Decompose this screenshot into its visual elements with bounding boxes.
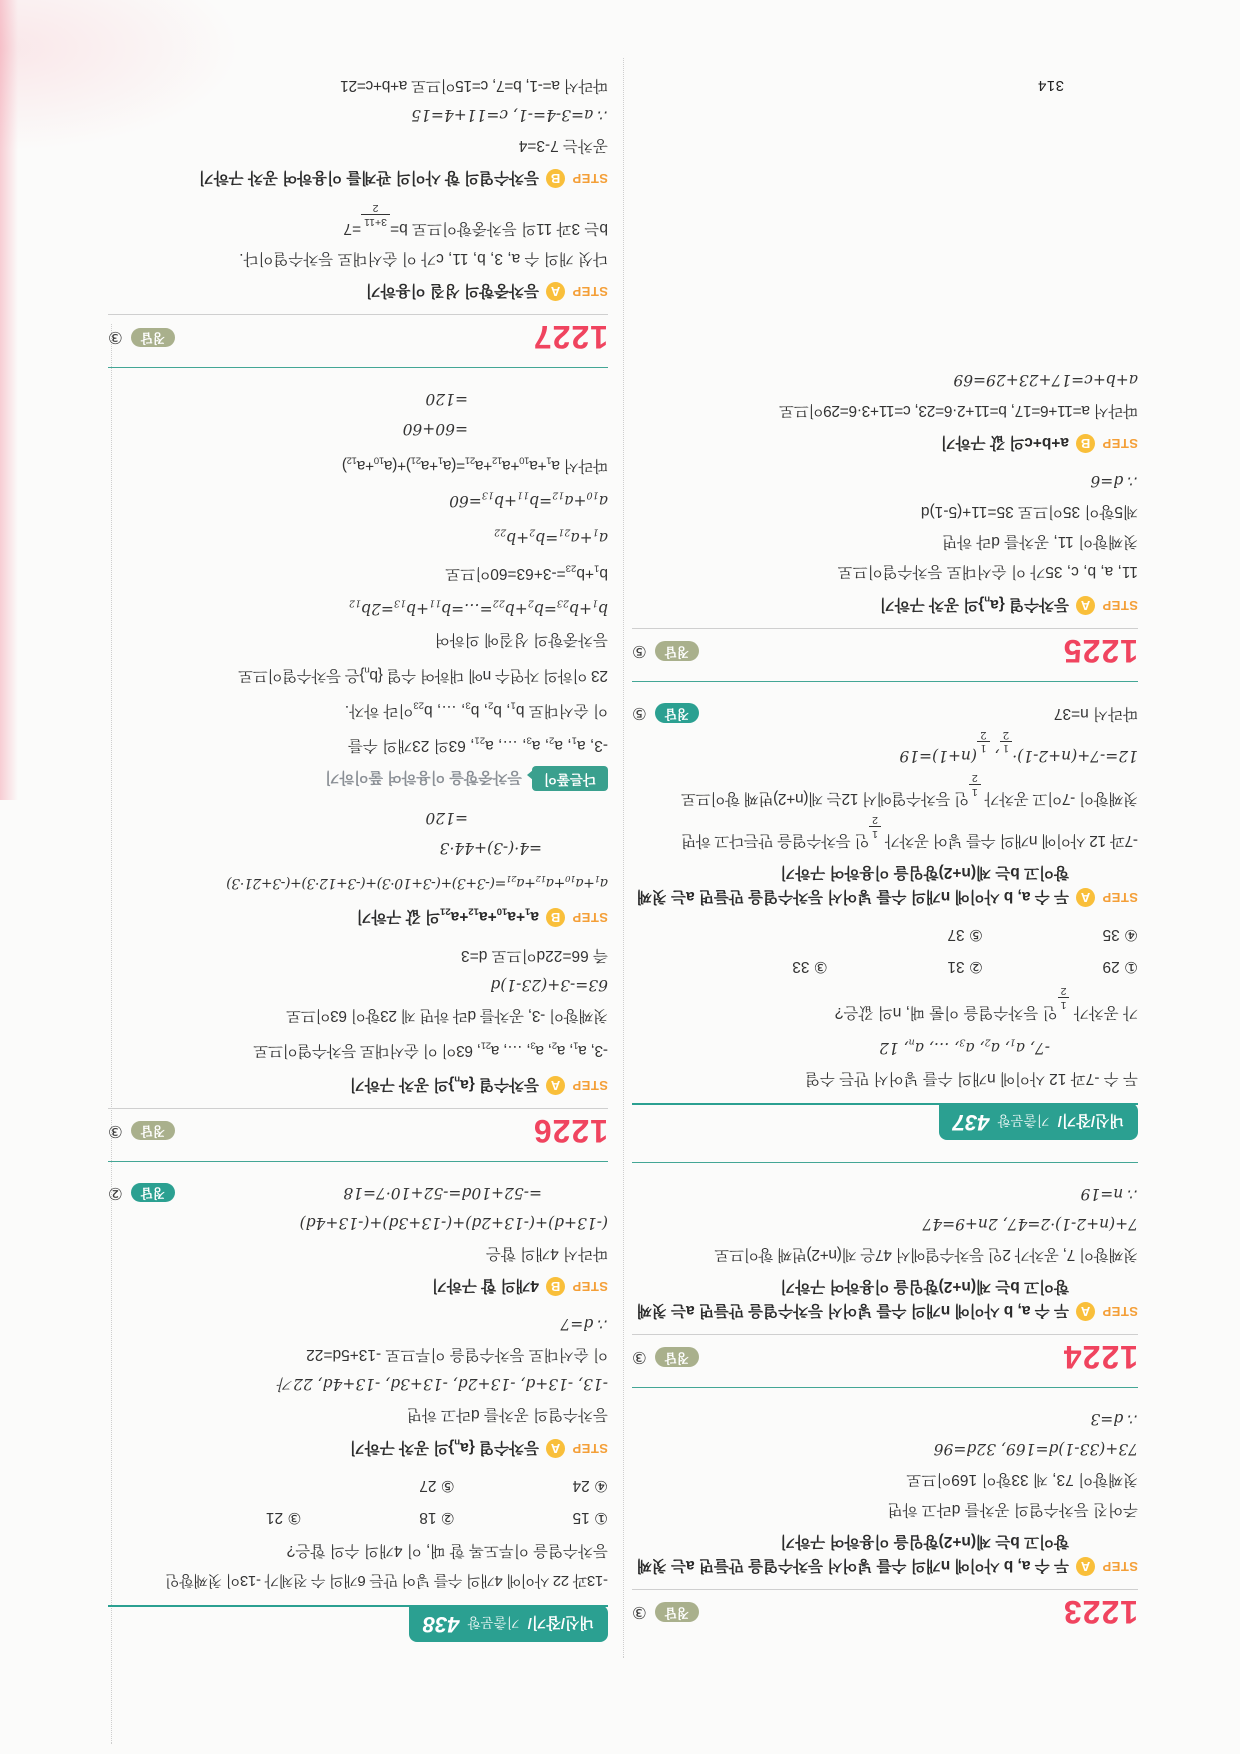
solution-line: 따라서 4개의 합은 (485, 1244, 608, 1262)
solution-line: 다섯 개의 수 a, 3, b, 11, c가 이 순서대로 등차수열이다. (239, 250, 608, 268)
solution-line: ∴ n=19 (1080, 1184, 1138, 1203)
solution-line: 첫째항이 -3, 공차를 d라 하면 제 23항이 63이므로 (286, 1007, 608, 1025)
solution-line: 따라서 $a_1+a_{10}+a_{12}+a_{21}=(a_1+a_{21})+(a_{10}+a_{12})$ (342, 454, 608, 474)
solution-line: -7과 12 사이에 n개의 수를 넣어 공차가 1 2 인 등차수열을 만든다고 하면 (681, 813, 1138, 850)
choice-list (148, 1471, 608, 1531)
problem-header (108, 319, 608, 356)
step-label: STEP (572, 1278, 608, 1294)
step-letter-icon: A (1076, 596, 1095, 615)
answer-choice-number: ⑤ (632, 642, 647, 661)
step-a-row (632, 1274, 1138, 1322)
block-divider (108, 367, 608, 368)
solution-line: 따라서 a=11+6=17, b=11+2·6=23, c=11+3·6=29이므로 (779, 401, 1138, 419)
solution-line: 첫째항이 73, 제 33항이 169이므로 (906, 1470, 1138, 1488)
answer-pill: 정답 (655, 703, 699, 723)
solution-line: 63=-3+(23-1)d (490, 976, 608, 995)
fraction: 1 2 (977, 728, 990, 754)
solution-line: -13, -13+d, -13+2d, -13+3d, -13+4d, 22가 (278, 1374, 608, 1393)
answer-badge (632, 703, 699, 723)
step-label: STEP (572, 284, 608, 300)
answer-badge (108, 327, 175, 347)
solution-line: 따라서 n=37 (1053, 705, 1138, 723)
fraction: 1 2 (869, 813, 881, 839)
solution-line: 이 순서대로 $b_1$, $b_2$, $b_3$, …, $b_{23}$이라 하자. (344, 699, 608, 719)
solution-line: 주어진 등차수열의 공차를 d라고 하면 (887, 1500, 1138, 1518)
exam-tag-subtext: 기출문항 (467, 1615, 520, 1630)
solution-line: b는 3과 11의 등차중항이므로 b= 3+11 2 =7 (343, 202, 608, 238)
column-right (108, 70, 608, 1642)
solution-line: ∴ d=7 (560, 1314, 608, 1333)
answer-choice-number: ③ (632, 1347, 647, 1366)
solution-end-row (108, 1178, 608, 1208)
answer-badge (108, 1121, 175, 1141)
step-a-row (632, 1529, 1138, 1577)
solution-line: 즉 66=22d이므로 d=3 (461, 947, 608, 965)
solution-line: 제5항이 35이므로 35=11+(5-1)d (920, 502, 1138, 520)
exam-problem-tag (409, 1605, 608, 1642)
step-label: STEP (572, 1077, 608, 1093)
answer-pill: 정답 (655, 1602, 699, 1622)
solution-line: ∴ d=6 (1090, 471, 1138, 490)
solution-line: $a_1+a_{10}+a_{12}+a_{21}=(-3+3)+(-3+10\cdot 3)+(-3+12\cdot 3)+(-3+21\cdot 3)$ (226, 872, 608, 891)
choice-item: ③ 21 (265, 1509, 302, 1526)
answer-badge (108, 1183, 175, 1203)
solution-line: (-13+d)+(-13+2d)+(-13+3d)+(-13+4d) (299, 1213, 608, 1232)
answer-pill: 정답 (655, 1347, 699, 1367)
solution-line: $b_1+b_{23}=-3+63=60$이므로 (445, 562, 608, 582)
step-letter-icon: A (1076, 888, 1095, 907)
step-a-row (632, 860, 1138, 908)
exam-problem-tag (939, 1103, 1138, 1140)
fraction: 1 2 (1000, 728, 1013, 754)
header-rule (632, 1334, 1138, 1335)
step-letter-icon: A (546, 1076, 565, 1095)
step-label: STEP (572, 171, 608, 187)
solution-line: 73+(33-1)d=169, 32d=96 (933, 1439, 1138, 1458)
problem-block-1224 (632, 1179, 1138, 1373)
problem-number: 1227 (532, 319, 608, 356)
answer-choice-number: ③ (632, 1603, 647, 1621)
solution-line: $a_{10}+a_{12}=b_{11}+b_{13}=60$ (449, 489, 608, 511)
step-a-row (632, 591, 1138, 616)
step-label: STEP (572, 910, 608, 926)
step-title: 4개의 합 구하기 (431, 1276, 540, 1294)
step-label: STEP (1102, 598, 1138, 614)
step-label: STEP (1102, 435, 1138, 451)
block-divider (632, 1387, 1138, 1388)
choice-item: ③ 33 (792, 958, 828, 976)
choice-item: ④ 24 (572, 1477, 608, 1494)
solution-line: -3, $a_1$, $a_2$, $a_3$, …, $a_{21}$, 63의 23개의 수를 (347, 734, 608, 755)
solution-end-row (632, 698, 1138, 728)
step-title: $a_1+a_{10}+a_{12}+a_{21}$의 값 구하기 (356, 905, 540, 926)
problem-number: 1225 (1062, 633, 1138, 670)
column-divider-dotted-line (623, 58, 624, 1658)
problem-number: 1223 (1062, 1594, 1138, 1630)
step-title: 등차수열 $\{a_n\}$의 공차 구하기 (349, 1073, 540, 1093)
step-letter-icon: B (546, 169, 565, 188)
exam-tag-text: 내신/잡기/ (1057, 1112, 1124, 1130)
step-b-row (108, 903, 608, 928)
solution-line: $b_1+b_{23}=b_2+b_{22}=\dots=b_{11}+b_{13}=2b_{12}$ (348, 597, 608, 619)
choice-item: ② 31 (947, 958, 983, 976)
step-label: STEP (1102, 1303, 1138, 1319)
exam-tag-rule (632, 1103, 1138, 1140)
solution-line: 첫째항이 7, 공차가 2인 등차수열에서 47은 제(n+2)번째 항이므로 (714, 1245, 1138, 1263)
header-rule (108, 1108, 608, 1109)
problem-number: 1224 (1062, 1338, 1138, 1375)
step-title: 두 수 a, b 사이에 n개의 수를 넣어서 등차수열을 만들면 a는 첫째항이고 b는 제(n+2)항임을 이용하여 구하기 (636, 864, 1070, 906)
alt-solution-row (108, 766, 608, 791)
exam-tag-text: 내신/잡기/ (527, 1614, 594, 1632)
choice-item: ② 18 (419, 1509, 455, 1526)
fraction: 1 2 (1058, 984, 1070, 1010)
fraction: 1 2 (969, 771, 981, 797)
answer-pill: 정답 (131, 1183, 175, 1203)
answer-choice-number: ⑤ (632, 704, 647, 723)
solution-line: =120 (425, 390, 468, 409)
step-a-row (108, 1434, 608, 1459)
problem-text-line: 두 수 -7과 12 사이에 n개의 수를 넣어서 만든 수열 (805, 1069, 1138, 1087)
solution-line: =60+60 (402, 420, 468, 439)
block-divider (108, 1161, 608, 1162)
problem-block-1225 (632, 365, 1138, 670)
solution-line: 7+(n+2-1)·2=47, 2n+9=47 (922, 1214, 1138, 1233)
step-letter-icon: A (546, 282, 565, 301)
column-left (632, 365, 1138, 1642)
solution-line: =120 (425, 808, 468, 827)
step-label: STEP (1102, 890, 1138, 906)
problem-header (632, 1338, 1138, 1375)
problem-number: 1226 (532, 1112, 608, 1149)
step-title: 등차수열 $\{a_n\}$의 공차 구하기 (879, 593, 1070, 614)
step-label: STEP (1102, 1559, 1138, 1574)
problem-text-line: -13과 22 사이에 4개의 수를 넣어 만든 6개의 수 전체가 -13이 첫째항인 (165, 1572, 608, 1589)
solution-line: =-52+10d=-52+10·7=18 (343, 1183, 542, 1202)
exam-tag-rule (108, 1605, 608, 1642)
answer-pill: 정답 (131, 1121, 175, 1141)
step-title: 두 수 a, b 사이에 n개의 수를 넣어서 등차수열을 만들면 a는 첫째항이고 b는 제(n+2)항임을 이용하여 구하기 (636, 1532, 1070, 1574)
problem-header (632, 1596, 1138, 1628)
solution-line: ∴ a=3-4=-1, c=11+4=15 (411, 106, 608, 125)
exam-problem-number: 437 (952, 1109, 990, 1135)
step-title: a+b+c의 값 구하기 (940, 433, 1070, 451)
problem-header (632, 633, 1138, 670)
step-letter-icon: A (1076, 1302, 1095, 1321)
answer-choice-number: ② (108, 1183, 123, 1202)
answer-choice-number: ③ (108, 328, 123, 347)
page-number: 314 (1037, 77, 1064, 94)
step-b-row (632, 430, 1138, 454)
answer-badge (632, 1347, 699, 1367)
header-rule (632, 1589, 1138, 1590)
problem-block-1223 (632, 1404, 1138, 1628)
block-divider (632, 681, 1138, 682)
step-letter-icon: A (1076, 1557, 1095, 1576)
answer-pill: 정답 (131, 328, 175, 348)
problem-text-line: 등차수열을 이루도록 할 때, 이 4개의 수의 합은? (286, 1542, 608, 1559)
step-b-row (108, 1273, 608, 1297)
step-letter-icon: A (546, 1439, 565, 1458)
solution-line: a+b+c=17+23+29=69 (953, 370, 1138, 389)
header-rule (108, 314, 608, 315)
problem-text-line: -7, $a_1$, $a_2$, $a_3$, …, $a_n$, 12 (879, 1036, 1050, 1057)
solution-line: 등차수열의 공차를 d라고 하면 (406, 1405, 608, 1423)
solution-line: =4·(-3)+44·3 (439, 838, 542, 857)
step-a-row (108, 278, 608, 302)
solution-line: -3, $a_1$, $a_2$, $a_3$, …, $a_{21}$, 63이 이 순서대로 등차수열이므로 (253, 1040, 608, 1060)
solution-line: 12=-7+(n+2-1)· 1 2 , 1 2 (n+1)=19 (899, 728, 1138, 766)
step-title: 등차수열의 항 사이의 관계를 이용하여 공차 구하기 (198, 169, 540, 187)
problem-header (108, 1112, 608, 1149)
answer-badge (632, 641, 699, 661)
block-divider (632, 1162, 1138, 1163)
choice-item: ⑤ 27 (419, 1477, 455, 1494)
solution-line: $a_1+a_{21}=b_2+b_{22}$ (494, 526, 608, 547)
solution-line: 이 순서대로 등차수열을 이루므로 -13+5d=22 (306, 1345, 608, 1363)
solution-line: 첫째항이 -7이고 공차가 1 2 인 등차수열에서 12는 제(n+2)번째 항이므로 (681, 771, 1138, 808)
choice-list (672, 920, 1138, 980)
step-b-row (108, 165, 608, 189)
exam-box-437 (632, 698, 1138, 1140)
step-a-row (108, 1070, 608, 1095)
solution-line: 23 이하의 자연수 n에 대하여 수열 $\{b_n\}$은 등차수열이므로 (238, 664, 608, 684)
step-letter-icon: B (546, 908, 565, 927)
answer-badge (632, 1602, 699, 1622)
choice-item: ⑤ 37 (947, 926, 983, 944)
solution-line: ∴ d=3 (1090, 1409, 1138, 1428)
solution-line: 첫째항이 11, 공차를 d라 하면 (942, 532, 1138, 550)
step-title: 등차중항의 성질 이용하기 (365, 282, 540, 300)
step-letter-icon: B (546, 1277, 565, 1296)
step-letter-icon: B (1076, 434, 1095, 453)
answer-pill: 정답 (655, 641, 699, 661)
solution-line: 따라서 a=-1, b=7, c=15이므로 a+b+c=21 (340, 77, 608, 95)
problem-block-1226 (108, 384, 608, 1149)
fraction: 3+11 2 (361, 201, 390, 227)
choice-item: ① 29 (1102, 958, 1138, 976)
problem-block-1227 (108, 70, 608, 356)
exam-problem-number: 438 (422, 1612, 460, 1637)
exam-box-438 (108, 1178, 608, 1642)
header-rule (632, 628, 1138, 629)
step-title: 등차수열 $\{a_n\}$의 공차 구하기 (349, 1436, 540, 1456)
choice-item: ④ 35 (1102, 926, 1138, 944)
alt-solution-title: 등차중항을 이용하여 풀이하기 (325, 769, 522, 787)
choice-item: ① 15 (572, 1509, 608, 1526)
step-title: 두 수 a, b 사이에 n개의 수를 넣어서 등차수열을 만들면 a는 첫째항이고 b는 제(n+2)항임을 이용하여 구하기 (636, 1277, 1070, 1319)
solution-line: 11, a, b, c, 35가 이 순서대로 등차수열이므로 (837, 562, 1138, 580)
solution-line: 공차는 7-3=4 (518, 137, 608, 155)
exam-tag-subtext: 기출문항 (997, 1112, 1050, 1128)
solution-line: 등차중항의 성질에 의하여 (434, 631, 608, 649)
answer-choice-number: ③ (108, 1121, 123, 1140)
step-label: STEP (572, 1441, 608, 1456)
problem-text-line: 가 공차가 1 2 인 등차수열을 이룰 때, n의 값은? (834, 985, 1138, 1021)
alt-solution-tab: 다른풀이 (532, 766, 608, 791)
